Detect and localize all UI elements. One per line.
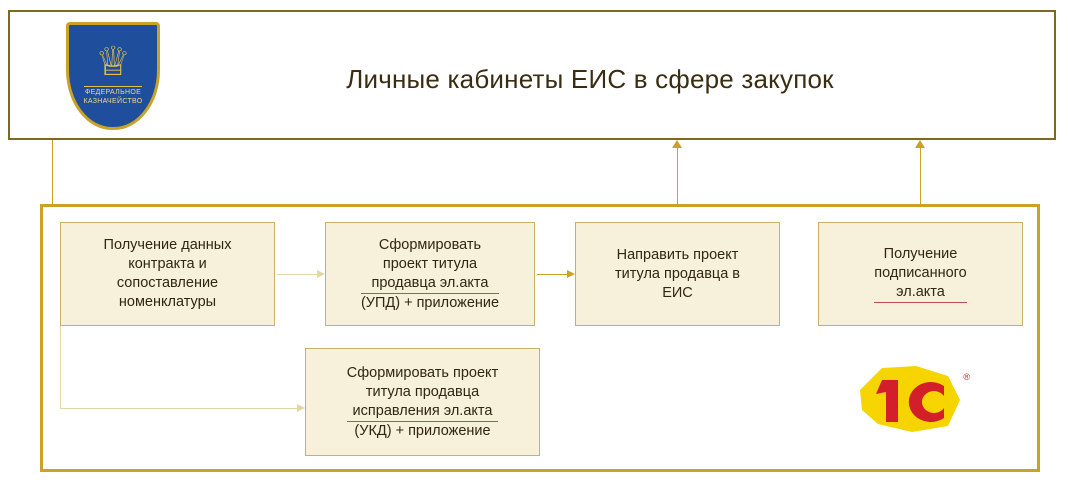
registered-trademark-icon: ® bbox=[963, 372, 970, 382]
node-create-ukd-line1: Сформировать проект bbox=[346, 364, 499, 381]
node-create-upd-line2: проект титула bbox=[382, 255, 478, 272]
node-receive-signed-act[interactable] bbox=[818, 222, 1023, 326]
emblem-text-line1: ФЕДЕРАЛЬНОЕ bbox=[84, 89, 142, 96]
connector-upd-to-eis bbox=[537, 274, 567, 275]
node-create-upd[interactable] bbox=[325, 222, 535, 326]
node-contract-data-line3: сопоставление bbox=[116, 275, 219, 291]
node-create-ukd[interactable] bbox=[305, 348, 540, 456]
node-create-upd-line3: продавца эл.акта bbox=[361, 274, 499, 294]
node-create-ukd-line3: исправления эл.акта bbox=[347, 402, 498, 422]
node-send-to-eis[interactable] bbox=[575, 222, 780, 326]
connector-to-ukd bbox=[60, 408, 297, 409]
connector-contract-to-upd bbox=[277, 274, 317, 275]
node-receive-signed-act-line2: подписанного bbox=[874, 265, 967, 281]
node-contract-data-line1: Получение данных bbox=[103, 237, 232, 253]
node-receive-signed-act-line3: эл.акта bbox=[874, 283, 966, 303]
page-title: Личные кабинеты ЕИС в сфере закупок bbox=[346, 64, 834, 94]
emblem-divider bbox=[84, 86, 142, 87]
connector-to-ukd-arrowhead bbox=[297, 404, 305, 412]
node-create-upd-line1: Сформировать bbox=[378, 236, 482, 253]
connector-upd-to-eis-arrowhead bbox=[567, 270, 575, 278]
1c-logo bbox=[852, 360, 972, 438]
node-send-to-eis-line2: титула продавца в bbox=[614, 265, 741, 282]
emblem-text bbox=[70, 88, 156, 106]
node-contract-data-line4: номенклатуры bbox=[118, 294, 217, 310]
node-send-to-eis-line1: Направить проект bbox=[616, 246, 739, 263]
connector-signed-up-arrowhead bbox=[915, 140, 925, 148]
connector-left-down bbox=[60, 326, 61, 408]
emblem-text-line2: КАЗНАЧЕЙСТВО bbox=[83, 98, 143, 105]
node-create-ukd-line4: (УКД) + приложение bbox=[354, 422, 491, 439]
node-contract-data-line2: контракта и bbox=[128, 256, 207, 272]
connector-left-vertical bbox=[52, 140, 53, 208]
node-send-to-eis-line3: ЕИС bbox=[662, 284, 693, 301]
node-receive-signed-act-line1: Получение bbox=[883, 246, 958, 262]
connector-eis-up-arrowhead bbox=[672, 140, 682, 148]
header-band bbox=[8, 10, 1056, 140]
1c-logo-svg bbox=[852, 360, 972, 438]
federal-treasury-emblem bbox=[66, 22, 160, 130]
node-create-upd-line4: (УПД) + приложение bbox=[360, 294, 500, 311]
node-create-ukd-line2: титула продавца bbox=[365, 383, 480, 400]
double-headed-eagle-icon: ♕ bbox=[95, 40, 131, 84]
connector-contract-to-upd-arrowhead bbox=[317, 270, 325, 278]
node-contract-data[interactable] bbox=[60, 222, 275, 326]
